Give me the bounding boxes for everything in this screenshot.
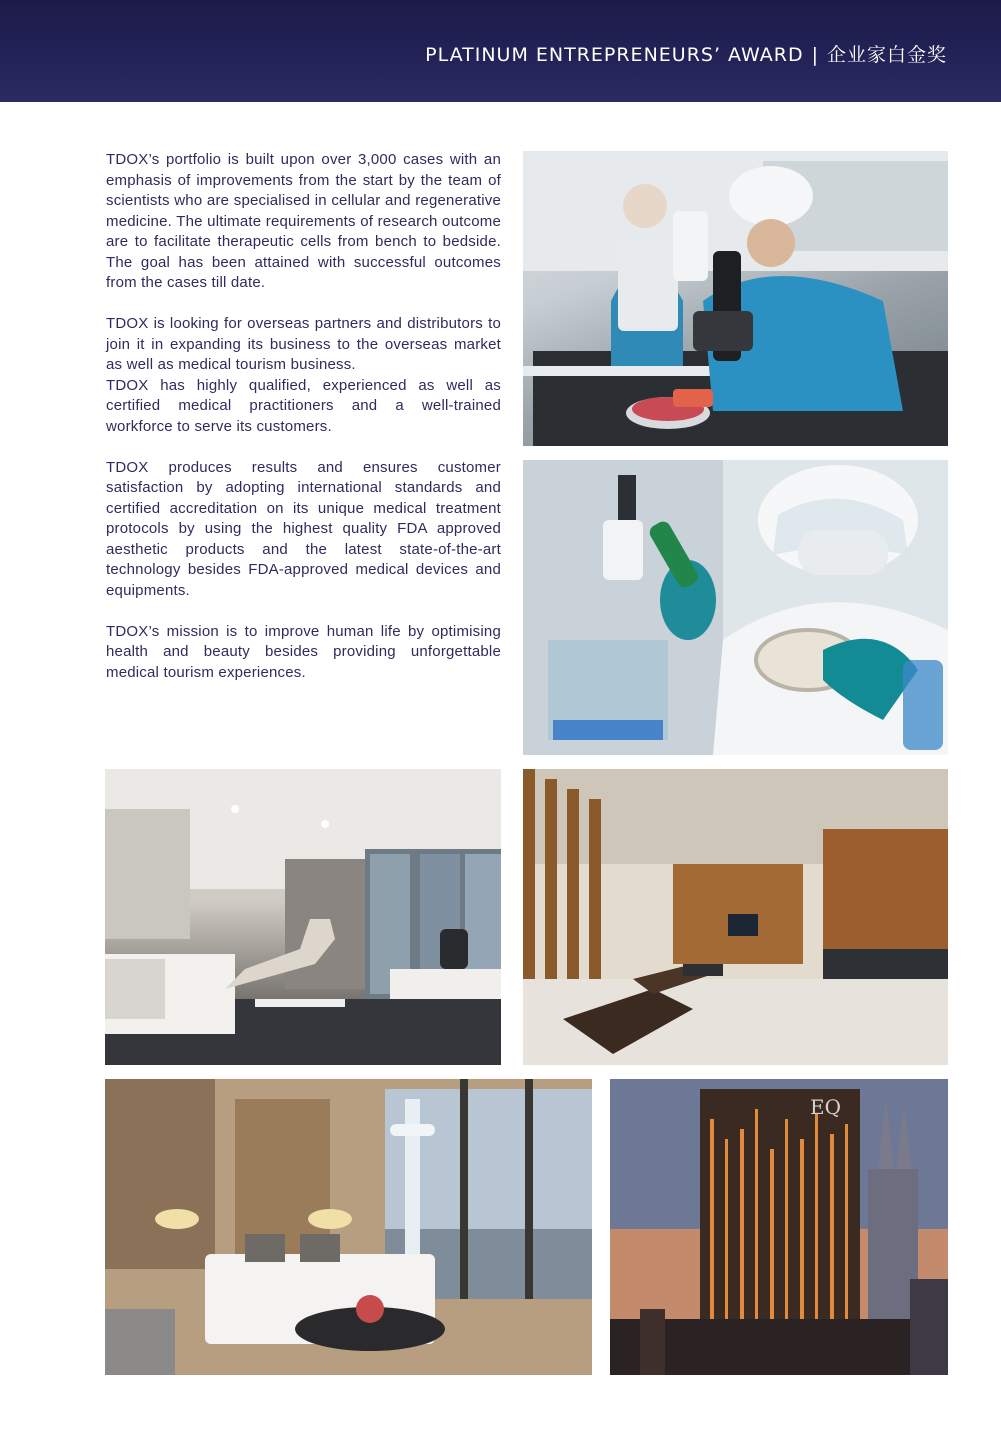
paragraph-results: TDOX produces results and ensures customer satisfaction by adopting international standards and certified accreditation on its unique medical treatment protocols by using the highest quality FDA approved aesthetic products and the latest state-of-the-art technology besides FDA-approved medical devices and equipments. (106, 458, 501, 599)
paragraph-practitioners: TDOX has highly qualified, experienced as well as certified medical practitioners and a well-trained workforce to serve its customers. (106, 376, 501, 435)
paragraph-partners: TDOX is looking for overseas partners and distributors to join it in expanding its business to the overseas market as well as medical tourism business. (106, 315, 501, 373)
header-separator: | (811, 44, 819, 66)
lab-petri-illustration (523, 460, 948, 755)
treatment-room-photo (105, 769, 501, 1065)
eq-tower-photo (610, 1079, 948, 1375)
eq-tower-illustration (610, 1079, 948, 1375)
lab-microscope-illustration (523, 151, 948, 446)
paragraph-mission: TDOX’s mission is to improve human life by optimising health and beauty besides providing unforgettable medical tourism experiences. (106, 622, 501, 681)
page-header (0, 0, 1001, 102)
paragraph-portfolio: TDOX’s portfolio is built upon over 3,000 cases with an emphasis of improvements from the start by the team of scientists who are specialised in cellular and regenerative medicine. The ultimate requirements of research outcome are to facilitate therapeutic cells from bench to bedside. The goal has been attained with successful outcomes from the cases till date. (106, 151, 501, 291)
header-title (425, 40, 947, 67)
treatment-room-illustration (105, 769, 501, 1065)
lab-microscope-photo (523, 151, 948, 446)
hotel-room-photo (105, 1079, 592, 1375)
header-title-zh: 企业家白金奖 (826, 44, 947, 66)
hotel-room-illustration (105, 1079, 592, 1375)
tower-sign: EQ (810, 1095, 841, 1119)
lounge-illustration (523, 769, 948, 1065)
article-body (106, 150, 501, 683)
header-title-en: PLATINUM ENTREPRENEURS’ AWARD (425, 44, 804, 66)
lab-petri-dish-photo (523, 460, 948, 755)
lounge-photo (523, 769, 948, 1065)
